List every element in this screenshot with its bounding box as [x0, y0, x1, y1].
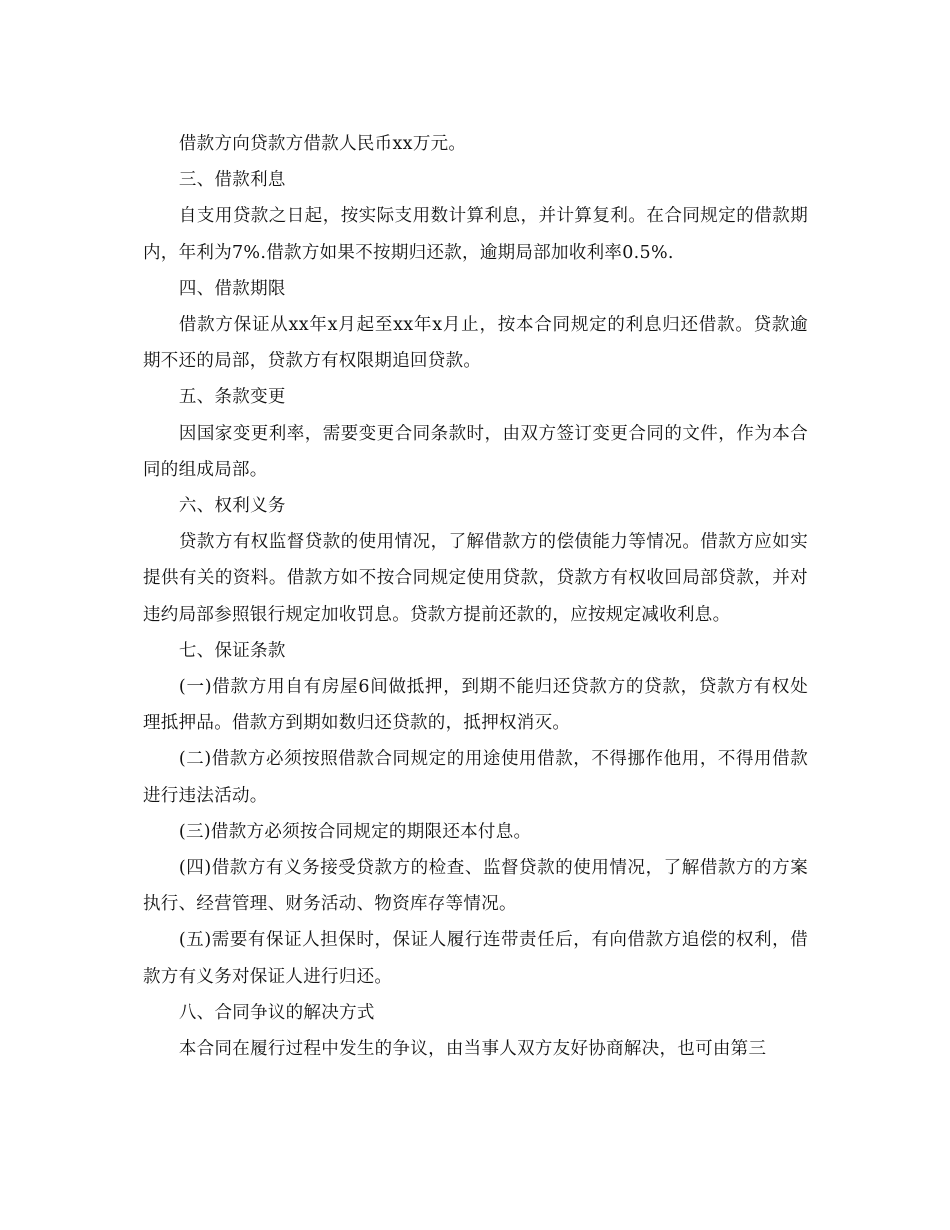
paragraph-rights-obligations: 贷款方有权监督贷款的使用情况，了解借款方的偿债能力等情况。借款方应如实提供有关的资料。借款方如不按合同规定使用贷款，贷款方有权收回局部贷款，并对违约局部参照银行规定加收罚息。贷款方提前还款的，应按规定减收利息。 — [143, 532, 808, 625]
paragraph-guarantee-4: (四)借款方有义务接受贷款方的检查、监督贷款的使用情况，了解借款方的方案执行、经营管理、财务活动、物资库存等情况。 — [143, 858, 808, 915]
heading-clause-change: 五、条款变更 — [178, 387, 286, 408]
paragraph-guarantee-5: (五)需要有保证人担保时，保证人履行连带责任后，有向借款方追偿的权利，借款方有义务对保证人进行归还。 — [143, 930, 808, 987]
paragraph-loan-interest: 自支用贷款之日起，按实际支用数计算利息，并计算复利。在合同规定的借款期内，年利为7%.借款方如果不按期归还款，逾期局部加收利率0.5%. — [143, 206, 808, 263]
paragraph-guarantee-3: (三)借款方必须按合同规定的期限还本付息。 — [178, 821, 532, 842]
paragraph-dispute-resolution: 本合同在履行过程中发生的争议，由当事人双方友好协商解决，也可由第三 — [178, 1039, 767, 1060]
paragraph-clause-change: 因国家变更利率，需要变更合同条款时，由双方签订变更合同的文件，作为本合同的组成局部。 — [143, 423, 808, 480]
paragraph-loan-amount: 借款方向贷款方借款人民币xx万元。 — [178, 134, 467, 154]
heading-loan-interest: 三、借款利息 — [178, 170, 286, 191]
document-body — [143, 126, 808, 1067]
paragraph-loan-term: 借款方保证从xx年x月起至xx年x月止，按本合同规定的利息归还借款。贷款逾期不还的局部，贷款方有权限期追回贷款。 — [143, 315, 808, 372]
heading-dispute-resolution: 八、合同争议的解决方式 — [178, 1002, 375, 1023]
heading-loan-term: 四、借款期限 — [178, 278, 286, 299]
paragraph-guarantee-2: (二)借款方必须按照借款合同规定的用途使用借款，不得挪作他用，不得用借款进行违法活动。 — [143, 749, 808, 806]
heading-guarantee-clauses: 七、保证条款 — [178, 640, 286, 661]
heading-rights-obligations: 六、权利义务 — [178, 496, 286, 517]
paragraph-guarantee-1: (一)借款方用自有房屋6间做抵押，到期不能归还贷款方的贷款，贷款方有权处理抵押品。借款方到期如数归还贷款的，抵押权消灭。 — [143, 677, 808, 734]
